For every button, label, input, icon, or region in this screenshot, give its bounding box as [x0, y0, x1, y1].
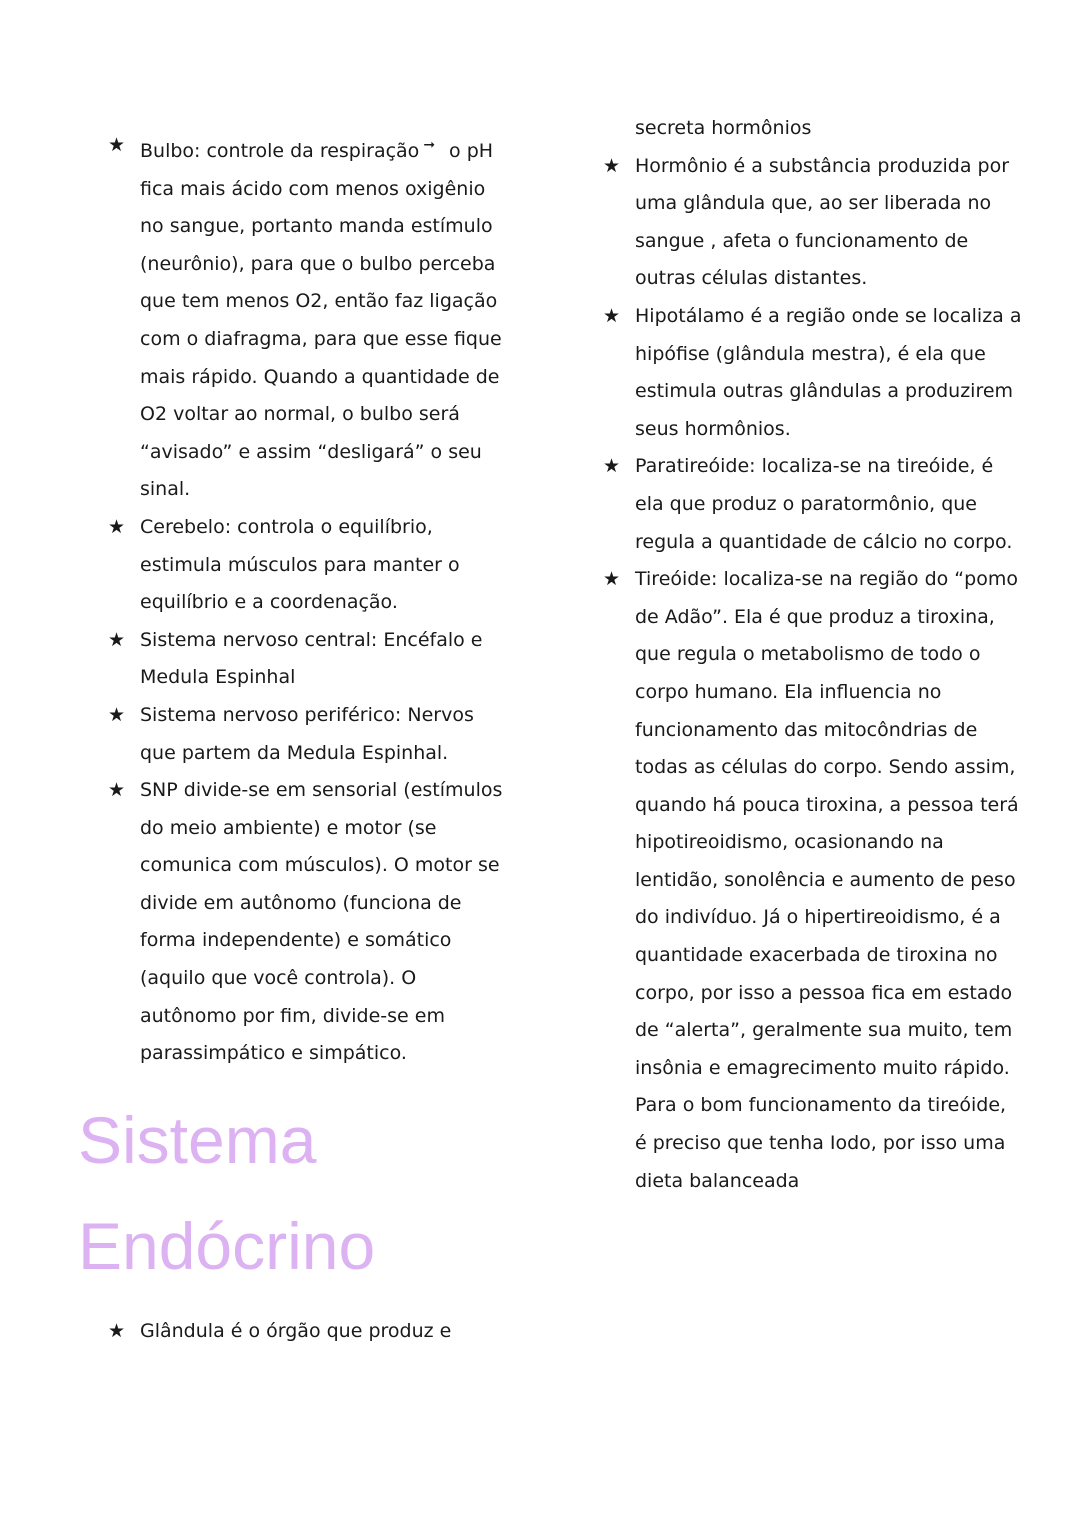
list-item	[108, 1313, 508, 1351]
list-item	[603, 148, 1023, 298]
star-icon: ★	[603, 455, 621, 478]
star-icon: ★	[108, 703, 126, 726]
bullet-text: Hormônio é a substância produzida por uma glândula que, ao ser liberada no sangue , afeta o funcionamento de outras células distantes.	[635, 154, 1010, 290]
star-icon: ★	[108, 515, 126, 538]
list-item	[108, 772, 508, 1073]
star-icon: ★	[108, 628, 126, 651]
continuation-text: secreta hormônios	[635, 117, 812, 139]
star-icon: ★	[108, 779, 126, 802]
list-item	[108, 622, 508, 697]
star-icon: ★	[108, 134, 126, 156]
bullet-text: Hipotálamo é a região onde se localiza a hipófise (glândula mestra), é ela que estimula outras glândulas a produzirem seus hormônios.	[635, 304, 1022, 440]
arrow-icon: ➞	[423, 137, 436, 153]
bullet-text: Tireóide: localiza-se na região do “pomo de Adão”. Ela é que produz a tiroxina, que regula o metabolismo de todo o corpo humano. Ela influencia no funcionamento das mitocôndrias de todas as células do corpo. Sendo assim, quando há pouca tiroxina, a pessoa terá hipotireoidismo, ocasionando na lentidão, sonolência e aumento de peso do indivíduo. Já o hipertireoidismo, é a quantidade exacerbada de tiroxina no corpo, por isso a pessoa fica em estado de “alerta”, geralmente sua muito, tem insônia e emagrecimento muito rápido. Para o bom funcionamento da tireóide, é preciso que tenha Iodo, por isso uma dieta balanceada	[635, 568, 1019, 1192]
bullet-text: Paratireóide: localiza-se na tireóide, é ela que produz o paratormônio, que regula a quantidade de cálcio no corpo.	[635, 455, 1013, 553]
endocrine-list	[108, 1313, 508, 1351]
bullet-text: SNP divide-se em sensorial (estímulos do meio ambiente) e motor (se comunica com músculos). O motor se divide em autônomo (funciona de forma independente) e somático (aquilo que você controla). O autônomo por fim, divide-se em parassimpático e simpático.	[140, 779, 503, 1065]
list-item	[108, 509, 508, 622]
star-icon: ★	[108, 1319, 126, 1342]
list-item	[603, 298, 1023, 448]
bullet-text: Bulbo: controle da respiração	[140, 140, 420, 162]
right-column	[603, 110, 1023, 1200]
list-item	[108, 127, 508, 509]
list-item	[108, 697, 508, 772]
list-item	[603, 561, 1023, 1200]
bullet-text: Sistema nervoso central: Encéfalo e Medula Espinhal	[140, 628, 483, 689]
star-icon: ★	[603, 568, 621, 591]
nervous-system-list	[108, 127, 508, 1073]
list-item	[603, 448, 1023, 561]
section-heading: Sistema Endócrino	[78, 1102, 376, 1283]
left-column	[78, 127, 508, 1350]
star-icon: ★	[603, 154, 621, 177]
star-icon: ★	[603, 304, 621, 327]
bullet-text: o pH fica mais ácido com menos oxigênio no sangue, portanto manda estímulo (neurônio), para que o bulbo perceba que tem menos O2, então faz ligação com o diafragma, para que esse fique mais rápido. Quando a quantidade de O2 voltar ao normal, o bulbo será “avisado” e assim “desligará” o seu sinal.	[140, 140, 502, 501]
endocrine-list-continued	[603, 148, 1023, 1201]
bullet-text: Glândula é o órgão que produz e	[140, 1319, 452, 1342]
bullet-text: Sistema nervoso periférico: Nervos que partem da Medula Espinhal.	[140, 703, 474, 764]
bullet-text: Cerebelo: controla o equilíbrio, estimula músculos para manter o equilíbrio e a coordenação.	[140, 515, 460, 614]
